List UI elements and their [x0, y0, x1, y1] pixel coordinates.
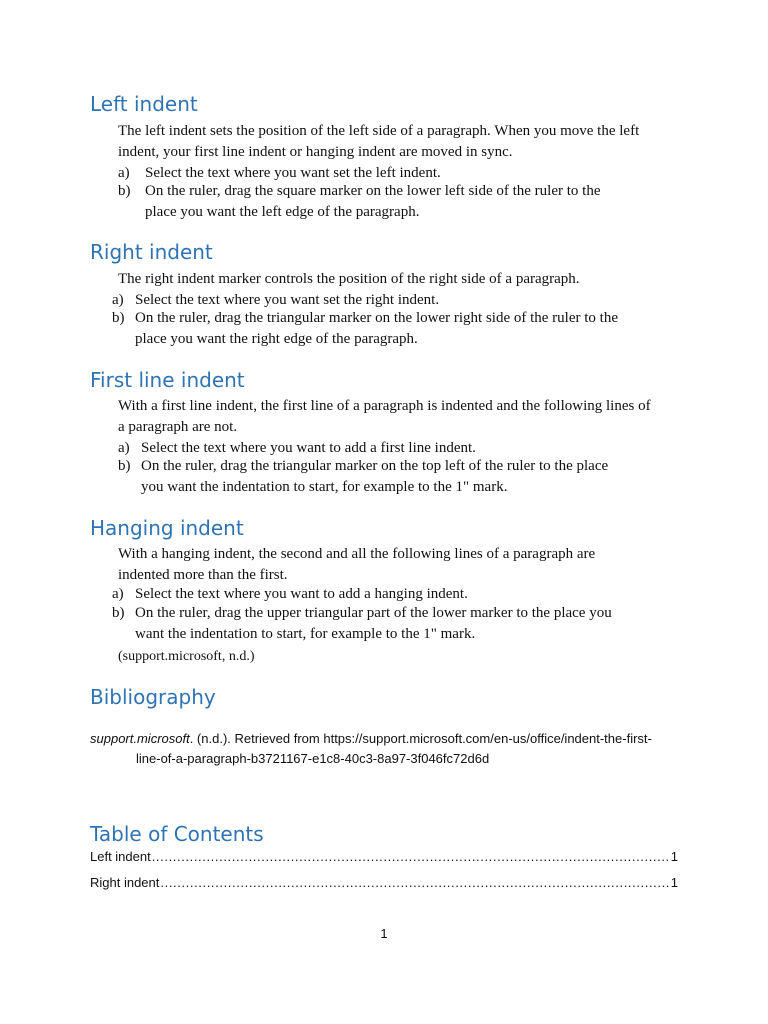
bibliography-details: . (n.d.). Retrieved from https://support.microsoft.com/en-us/office/indent-the-first-	[189, 731, 652, 746]
list-item-text: On the ruler, drag the triangular marker on the top left of the ruler to the place you want the indentation to start, for example to the 1" mark.	[141, 458, 609, 495]
heading-first-line-indent: First line indent	[90, 368, 245, 392]
list-marker: b)	[112, 310, 125, 326]
list-item	[118, 438, 628, 458]
bibliography-entry	[90, 729, 680, 769]
toc-leader-dots	[152, 848, 670, 866]
list-item-text: Select the text where you want to add a hanging indent.	[135, 586, 468, 602]
paragraph-first-line-indent: With a first line indent, the first line of a paragraph is indented and the following lines of a paragraph are not.	[118, 398, 651, 435]
list-marker: b)	[118, 183, 131, 199]
paragraph-hanging-indent: With a hanging indent, the second and all the following lines of a paragraph are indented more than the first.	[118, 546, 596, 583]
list-marker: a)	[112, 292, 124, 308]
page-number: 1	[380, 926, 388, 941]
list-item-text: Select the text where you want set the right indent.	[135, 292, 440, 308]
list-marker: a)	[118, 165, 130, 181]
list-item-text: Select the text where you want set the left indent.	[145, 165, 441, 181]
heading-right-indent: Right indent	[90, 240, 213, 264]
toc-entry-right-indent[interactable]	[90, 874, 678, 892]
list-marker: a)	[112, 586, 124, 602]
list-item	[112, 584, 632, 604]
heading-table-of-contents: Table of Contents	[90, 822, 264, 846]
citation: (support.microsoft, n.d.)	[118, 649, 255, 664]
list-marker: b)	[112, 605, 125, 621]
heading-left-indent: Left indent	[90, 92, 198, 116]
bibliography-source: support.microsoft	[90, 731, 190, 746]
heading-hanging-indent: Hanging indent	[90, 516, 244, 540]
list-marker: a)	[118, 440, 130, 456]
list-item-text: On the ruler, drag the square marker on the lower left side of the ruler to the place you want the left edge of the paragraph.	[145, 183, 601, 220]
bibliography-url-continuation: line-of-a-paragraph-b3721167-e1c8-40c3-8a97-3f046fc72d6d	[136, 751, 490, 766]
list-item	[118, 181, 628, 223]
paragraph-right-indent: The right indent marker controls the position of the right side of a paragraph.	[118, 271, 580, 287]
toc-entry-page: 1	[670, 875, 678, 890]
toc-entry-title[interactable]: Right indent	[90, 875, 160, 890]
list-item	[112, 603, 632, 645]
toc-entry-title[interactable]: Left indent	[90, 849, 151, 864]
list-marker: b)	[118, 458, 131, 474]
paragraph-left-indent: The left indent sets the position of the left side of a paragraph. When you move the left indent, your first line indent or hanging indent are moved in sync.	[118, 123, 640, 160]
heading-bibliography: Bibliography	[90, 685, 216, 709]
list-item	[118, 456, 628, 498]
list-item	[112, 290, 632, 310]
toc-entry-left-indent[interactable]	[90, 848, 678, 866]
list-item-text: On the ruler, drag the upper triangular part of the lower marker to the place you want the indentation to start, for example to the 1" mark.	[135, 605, 612, 642]
toc-entry-page: 1	[670, 849, 678, 864]
list-item	[118, 163, 628, 183]
toc-leader-dots	[160, 874, 669, 892]
list-item-text: Select the text where you want to add a first line indent.	[141, 440, 476, 456]
list-item	[112, 308, 632, 350]
list-item-text: On the ruler, drag the triangular marker on the lower right side of the ruler to the place you want the right edge of the paragraph.	[135, 310, 618, 347]
